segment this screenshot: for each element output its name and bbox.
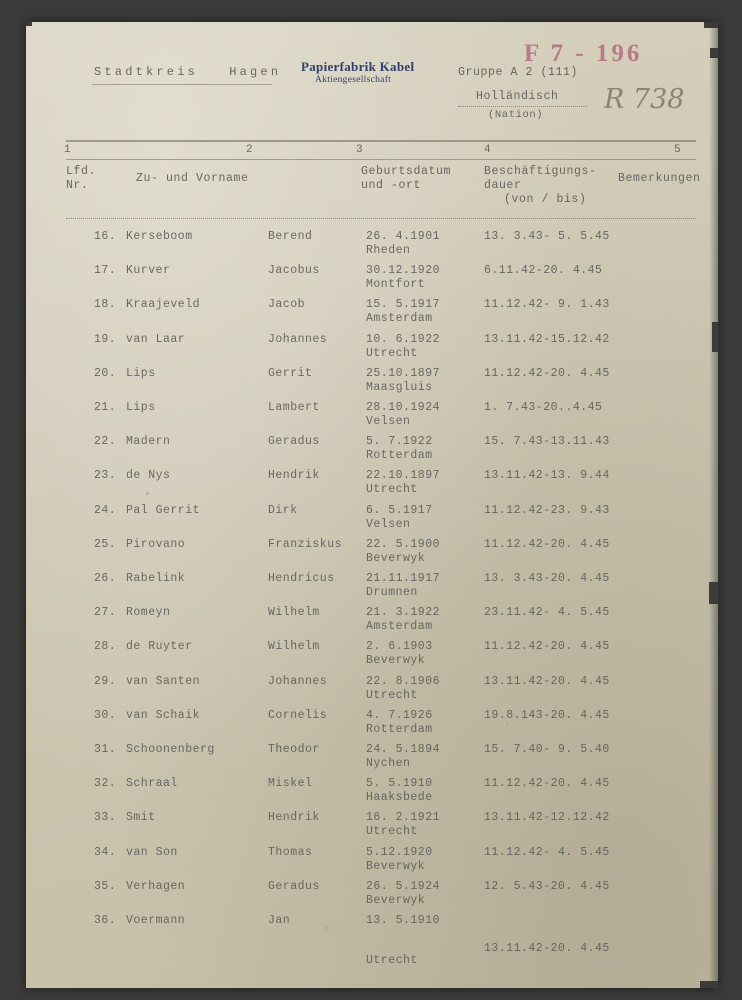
stamp-line2: Aktiengesellschaft: [315, 75, 392, 85]
row-index-cell: 22.: [94, 435, 117, 449]
row-givenname-cell: Hendrik: [268, 469, 320, 483]
column-number-1: 1: [64, 144, 72, 156]
column-number-5: 5: [674, 144, 682, 156]
row-birthdate-cell: 2. 6.1903: [366, 640, 433, 654]
table-header-rule: [66, 159, 696, 160]
row-birthplace-cell: Beverwyk: [366, 859, 426, 873]
row-surname-cell: de Nys: [126, 469, 171, 483]
row-surname-cell: Schraal: [126, 777, 178, 791]
col4-header-line3: (von / bis): [504, 193, 587, 206]
row-givenname-cell: Berend: [268, 230, 313, 243]
table-row: [26, 880, 718, 914]
row-surname-cell: Romeyn: [126, 606, 171, 620]
row-birthplace-cell: Utrecht: [366, 688, 418, 702]
row-surname-cell: Lips: [126, 401, 156, 414]
table-header-bottom-dotted-rule: [66, 218, 696, 219]
row-birthplace-cell: Beverwyk: [366, 654, 426, 668]
row-birthplace-cell: Rheden: [366, 244, 411, 257]
row-index-cell: 30.: [94, 708, 117, 722]
row-birthdate-cell: 26. 5.1924: [366, 879, 441, 893]
row-givenname-cell: Jacobus: [268, 264, 320, 278]
row-index-cell: 36.: [94, 914, 117, 927]
row-index-cell: 16.: [94, 230, 117, 243]
row-givenname-cell: Geradus: [268, 879, 320, 893]
row-birthdate-cell: 6. 5.1917: [366, 503, 433, 517]
row-birthdate-cell: 5. 5.1910: [366, 777, 433, 791]
row-givenname-cell: Hendricus: [268, 572, 335, 585]
row-birthdate-cell: 24. 5.1894: [366, 743, 441, 756]
district-label: Stadtkreis Hagen: [94, 65, 282, 79]
paper-tear: [26, 22, 32, 26]
col1-header-line2: Nr.: [66, 179, 89, 192]
row-duration-cell: 11.12.42-20. 4.45: [484, 366, 610, 380]
row-givenname-cell: Miskel: [268, 777, 313, 791]
row-duration-cell: 11.12.42-20. 4.45: [484, 640, 610, 654]
col4-header-line1: Beschäftigungs-: [484, 165, 597, 178]
row-duration-cell: 13.11.42-13. 9.44: [484, 469, 610, 483]
row-index-cell: 35.: [94, 879, 117, 893]
row-birthplace-cell: Velsen: [366, 517, 411, 531]
row-birthplace-cell: Haaksbede: [366, 791, 433, 805]
row-birthplace-cell: Montfort: [366, 278, 426, 292]
paper-tear: [700, 981, 718, 988]
row-givenname-cell: Franziskus: [268, 537, 343, 551]
row-duration-cell: 11.12.42-23. 9.43: [484, 503, 610, 517]
nationality-label: Holländisch: [476, 90, 559, 103]
row-surname-cell: Kerseboom: [126, 230, 193, 243]
row-duration-cell: 1. 7.43-20..4.45: [484, 401, 603, 414]
paper-tear: [704, 22, 718, 28]
publisher-stamp: [301, 59, 414, 85]
row-index-cell: 34.: [94, 845, 117, 859]
table-row: [26, 606, 718, 640]
row-index-cell: 23.: [94, 469, 117, 483]
row-birthplace-cell: Rotterdam: [366, 449, 433, 463]
table-row: [26, 230, 718, 264]
row-duration-cell: 13.11.42-20. 4.45: [484, 942, 610, 955]
row-birthdate-cell: 16. 2.1921: [366, 811, 441, 825]
row-birthplace-cell: Utrecht: [366, 483, 418, 497]
row-birthplace-cell: Amsterdam: [366, 312, 433, 326]
row-index-cell: 19.: [94, 332, 117, 346]
row-duration-cell: 11.12.42- 4. 5.45: [484, 845, 610, 859]
group-label: Gruppe A 2 (111): [458, 66, 579, 79]
row-surname-cell: van Schaik: [126, 708, 201, 722]
row-duration-cell: 13.11.42-20. 4.45: [484, 674, 610, 688]
row-index-cell: 31.: [94, 743, 117, 756]
row-surname-cell: Verhagen: [126, 879, 186, 893]
table-row: [26, 640, 718, 674]
row-givenname-cell: Lambert: [268, 401, 320, 414]
row-surname-cell: Kraajeveld: [126, 298, 201, 312]
row-surname-cell: Madern: [126, 435, 171, 449]
row-index-cell: 32.: [94, 777, 117, 791]
table-row: [26, 504, 718, 538]
district-underline: [92, 84, 272, 85]
row-givenname-cell: Cornelis: [268, 708, 328, 722]
row-birthplace-cell: Drumnen: [366, 586, 418, 599]
table-row: [26, 572, 718, 606]
column-number-2: 2: [246, 144, 254, 156]
row-givenname-cell: Thomas: [268, 845, 313, 859]
row-index-cell: 26.: [94, 572, 117, 585]
row-givenname-cell: Theodor: [268, 743, 320, 756]
table-row: [26, 469, 718, 503]
row-givenname-cell: Dirk: [268, 503, 298, 517]
table-row: [26, 846, 718, 880]
table-row: [26, 538, 718, 572]
row-duration-cell: 11.12.42-20. 4.45: [484, 777, 610, 791]
row-birthdate-cell: 22.10.1897: [366, 469, 441, 483]
row-birthplace-cell: Rotterdam: [366, 722, 433, 736]
row-birthdate-cell: 15. 5.1917: [366, 298, 441, 312]
row-surname-cell: Schoonenberg: [126, 743, 215, 756]
row-surname-cell: Voermann: [126, 914, 186, 927]
row-birthplace-cell: Velsen: [366, 415, 411, 428]
column-number-4: 4: [484, 144, 492, 156]
table-row: [26, 914, 718, 967]
row-surname-cell: Lips: [126, 366, 156, 380]
row-birthdate-cell: 28.10.1924: [366, 401, 441, 414]
nationality-dotted-rule: [458, 106, 588, 107]
row-givenname-cell: Johannes: [268, 332, 328, 346]
row-birthplace-cell: Beverwyk: [366, 551, 426, 565]
table-row: [26, 435, 718, 469]
document-page: [26, 22, 718, 988]
row-birthdate-cell: 22. 5.1900: [366, 537, 441, 551]
row-birthdate-cell: 5. 7.1922: [366, 435, 433, 449]
table-row: [26, 675, 718, 709]
row-birthplace-cell: Amsterdam: [366, 620, 433, 634]
row-birthdate-cell: 21. 3.1922: [366, 606, 441, 620]
row-surname-cell: Pirovano: [126, 537, 186, 551]
row-birthplace-cell: Utrecht: [366, 825, 418, 839]
row-birthdate-cell: 25.10.1897: [366, 366, 441, 380]
row-birthdate-cell: 30.12.1920: [366, 264, 441, 278]
column-number-3: 3: [356, 144, 364, 156]
row-birthdate-cell: 4. 7.1926: [366, 708, 433, 722]
row-birthdate-cell: 5.12.1920: [366, 845, 433, 859]
row-birthdate-cell: 10. 6.1922: [366, 332, 441, 346]
row-duration-cell: 12. 5.43-20. 4.45: [484, 879, 610, 893]
row-birthplace-cell: Utrecht: [366, 954, 418, 967]
table-row: [26, 367, 718, 401]
row-birthplace-cell: Beverwyk: [366, 893, 426, 907]
row-birthplace-cell: Maasgluis: [366, 380, 433, 394]
row-duration-cell: 23.11.42- 4. 5.45: [484, 606, 610, 620]
row-givenname-cell: Jacob: [268, 298, 306, 312]
row-surname-cell: Rabelink: [126, 572, 186, 585]
row-surname-cell: van Santen: [126, 674, 201, 688]
row-givenname-cell: Wilhelm: [268, 606, 320, 620]
table-row: [26, 333, 718, 367]
col2-header: Zu- und Vorname: [136, 172, 249, 185]
row-surname-cell: van Laar: [126, 332, 186, 346]
row-duration-cell: 11.12.42- 9. 1.43: [484, 298, 610, 312]
row-duration-cell: 13. 3.43- 5. 5.45: [484, 230, 610, 243]
row-duration-cell: 11.12.42-20. 4.45: [484, 537, 610, 551]
row-duration-cell: 19.8.143-20. 4.45: [484, 708, 610, 722]
stamp-line1: Papierfabrik Kabel: [301, 59, 415, 74]
row-birthplace-cell: Nychen: [366, 757, 411, 770]
row-givenname-cell: Geradus: [268, 435, 320, 449]
row-givenname-cell: Gerrit: [268, 366, 313, 380]
col5-header: Bemerkungen: [618, 172, 701, 185]
row-surname-cell: Kurver: [126, 264, 171, 278]
row-index-cell: 20.: [94, 366, 117, 380]
row-duration-cell: 15. 7.40- 9. 5.40: [484, 743, 610, 756]
table-row: [26, 709, 718, 743]
row-duration-cell: 13.11.42-15.12.42: [484, 332, 610, 346]
row-duration-cell: 13. 3.43-20. 4.45: [484, 572, 610, 585]
row-index-cell: 24.: [94, 503, 117, 517]
row-birthdate-cell: 26. 4.1901: [366, 230, 441, 243]
col4-header-line2: dauer: [484, 179, 522, 192]
table-row: [26, 743, 718, 777]
row-surname-cell: Smit: [126, 811, 156, 825]
handwritten-right-annotation: R 738: [604, 84, 685, 115]
row-birthdate-cell: 21.11.1917: [366, 572, 441, 585]
row-surname-cell: Pal Gerrit: [126, 503, 201, 517]
row-givenname-cell: Jan: [268, 914, 291, 927]
row-index-cell: 27.: [94, 606, 117, 620]
table-row: [26, 777, 718, 811]
row-surname-cell: de Ruyter: [126, 640, 193, 654]
row-index-cell: 18.: [94, 298, 117, 312]
row-givenname-cell: Johannes: [268, 674, 328, 688]
table-row: [26, 298, 718, 332]
handwritten-top-annotation: F 7 - 196: [524, 40, 643, 67]
row-birthdate-cell: 22. 8.1906: [366, 674, 441, 688]
row-givenname-cell: Hendrik: [268, 811, 320, 825]
paper-tear: [710, 48, 718, 58]
row-index-cell: 25.: [94, 537, 117, 551]
row-duration-cell: 15. 7.43-13.11.43: [484, 435, 610, 449]
col1-header-line1: Lfd.: [66, 165, 97, 178]
row-givenname-cell: Wilhelm: [268, 640, 320, 654]
col3-header-line2: und -ort: [361, 179, 422, 192]
row-index-cell: 17.: [94, 264, 117, 278]
nationality-sub-label: (Nation): [488, 109, 544, 121]
table-row: [26, 811, 718, 845]
row-duration-cell: 13.11.42-12.12.42: [484, 811, 610, 825]
row-index-cell: 33.: [94, 811, 117, 825]
row-birthplace-cell: Utrecht: [366, 346, 418, 360]
table-row: [26, 401, 718, 435]
row-index-cell: 21.: [94, 401, 117, 414]
row-duration-cell: 6.11.42-20. 4.45: [484, 264, 603, 278]
row-birthdate-cell: 13. 5.1910: [366, 914, 441, 927]
col3-header-line1: Geburtsdatum: [361, 165, 452, 178]
row-index-cell: 29.: [94, 674, 117, 688]
table-row: [26, 264, 718, 298]
row-index-cell: 28.: [94, 640, 117, 654]
row-surname-cell: van Son: [126, 845, 178, 859]
